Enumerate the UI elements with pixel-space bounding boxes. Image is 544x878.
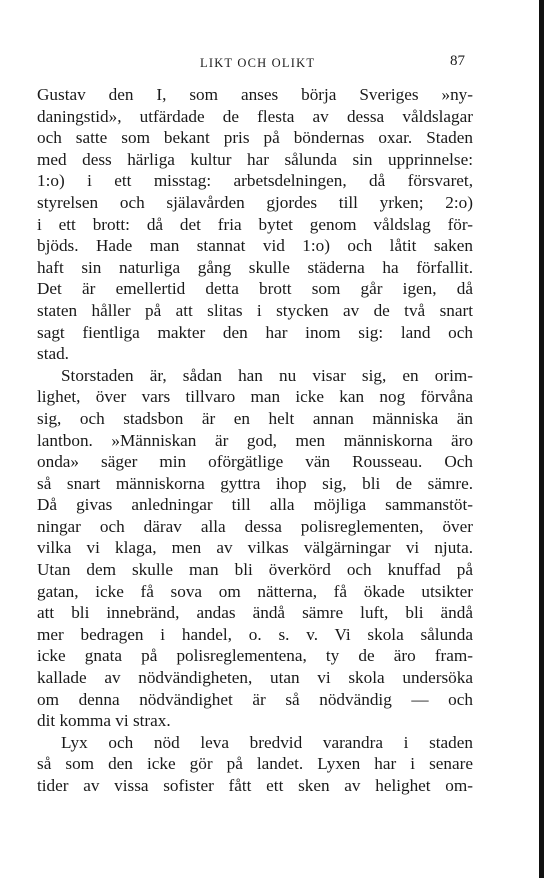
text-line: så som den icke gör på landet. Lyxen har i senare <box>37 754 473 774</box>
text-line: så snart människorna gyttra ihop sig, bli de sämre. <box>37 473 473 493</box>
text-line: lighet, över vars tillvaro man icke kan nog förvåna <box>37 387 473 407</box>
text-line: icke gnata på polisreglementena, ty de äro fram- <box>37 646 473 666</box>
text-line: Utan dem skulle man bli överkörd och knuffad på <box>37 560 473 580</box>
paragraph-end-line: stad. <box>37 344 69 364</box>
text-line: 1:o) i ett misstag: arbetsdelningen, då försvaret, <box>37 171 473 191</box>
page-number: 87 <box>450 53 465 69</box>
text-line: ningar och därav alla dessa polisreglementen, över <box>37 516 473 536</box>
text-line: tider av vissa sofister fått ett sken av helighet om- <box>37 776 473 795</box>
paragraph-end-line: dit komma vi strax. <box>37 711 171 731</box>
text-line: att bli innebränd, andas ändå sämre luft, bli ändå <box>37 603 473 623</box>
text-line: och satte som bekant pris på böndernas oxar. Staden <box>37 128 473 148</box>
text-line: lantbon. »Människan är god, men människorna äro <box>37 430 473 450</box>
text-line: kallade av nödvändigheten, utan vi skola undersöka <box>37 668 473 688</box>
body-text <box>37 84 473 797</box>
text-line: Det är emellertid detta brott som går igen, då <box>37 279 473 299</box>
text-line: styrelsen och själavården gjordes till yrken; 2:o) <box>37 192 473 212</box>
text-line: Då givas anledningar till alla möjliga sammanstöt- <box>37 495 473 515</box>
text-line: sig, och stadsbon är en helt annan människa än <box>37 408 473 428</box>
text-line: gatan, icke få sova om nätterna, få ökade utsikter <box>37 581 473 601</box>
page-edge <box>539 0 544 878</box>
text-line: med dess härliga kultur har sålunda sin upprinnelse: <box>37 149 473 169</box>
text-line: haft sin naturliga gång skulle städerna ha förfallit. <box>37 257 473 277</box>
text-line: sagt fientliga makter den har inom sig: land och <box>37 322 473 342</box>
paragraph-start-line: Lyx och nöd leva bredvid varandra i staden <box>61 732 473 752</box>
text-line: bjöds. Hade man stannat vid 1:o) och låtit saken <box>37 236 473 256</box>
text-line: om denna nödvändighet är så nödvändig — och <box>37 689 473 709</box>
paragraph-start-line: Storstaden är, sådan han nu visar sig, en orim- <box>61 365 473 385</box>
text-line: i ett brott: då det fria bytet genom våldslag för- <box>37 214 473 234</box>
text-line: Gustav den I, som anses börja Sveriges »ny- <box>37 85 473 104</box>
text-line: mer bedragen i handel, o. s. v. Vi skola sålunda <box>37 624 473 644</box>
running-title: LIKT OCH OLIKT <box>200 56 316 70</box>
text-line: vilka vi klaga, men av vilkas välgärningar vi njuta. <box>37 538 473 558</box>
text-line: onda» säger min oförgätlige vän Rousseau. Och <box>37 452 473 472</box>
running-header <box>0 53 544 73</box>
text-line: staten håller på att slitas i stycken av de två snart <box>37 300 473 320</box>
text-line: daningstid», utfärdade de flesta av dessa våldslagar <box>37 106 473 126</box>
